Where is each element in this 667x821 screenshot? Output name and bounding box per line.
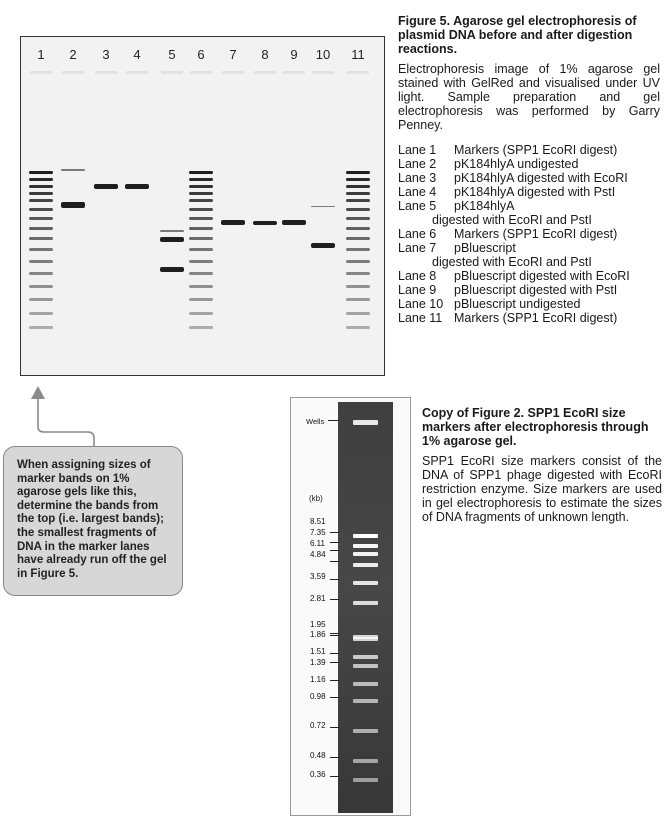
dna-band <box>29 217 53 220</box>
gel-well <box>312 71 334 74</box>
dna-band <box>29 312 53 315</box>
dna-band <box>29 227 53 230</box>
dna-band <box>346 171 370 174</box>
figure5-caption <box>398 14 660 325</box>
lane-legend-row <box>398 143 660 157</box>
dna-band <box>346 185 370 188</box>
figure2-caption <box>422 406 662 524</box>
marker-band <box>353 682 378 686</box>
dna-band <box>253 221 277 225</box>
dna-band <box>346 326 370 329</box>
marker-band <box>353 544 378 548</box>
lane-description: pK184hlyA digested with EcoRI <box>454 171 628 185</box>
hint-note-text: When assigning sizes of marker bands on 1% agarose gels like this, determine the bands from the top (i.e. largest bands); the smallest fragments of DNA in the marker lanes have already run off the gel in Figure 5. <box>17 459 167 580</box>
lane-legend-row <box>398 283 660 297</box>
lane-label: Lane 11 <box>398 311 443 325</box>
marker-size-label: 2.81 <box>310 594 326 603</box>
gel-image-figure2 <box>290 397 411 816</box>
lane-number-4: 4 <box>133 47 141 62</box>
marker-size-label: 1.95 <box>310 620 326 629</box>
lane-number-5: 5 <box>168 47 176 62</box>
lane-legend-row <box>398 269 660 283</box>
marker-tick <box>330 633 339 634</box>
dna-band <box>29 260 53 263</box>
lane-label: Lane 2 <box>398 157 437 171</box>
dna-band <box>189 208 213 211</box>
lane-description: Markers (SPP1 EcoRI digest) <box>454 311 618 325</box>
dna-band <box>221 220 245 225</box>
marker-size-label: 0.98 <box>310 692 326 701</box>
gel-well <box>161 71 183 74</box>
marker-band <box>353 655 378 659</box>
dna-band <box>189 178 213 181</box>
gel-well <box>283 71 305 74</box>
lane-number-1: 1 <box>37 47 45 62</box>
lane-legend <box>398 143 660 325</box>
marker-size-label: 8.51 <box>310 517 326 526</box>
dna-band <box>346 285 370 288</box>
dna-band <box>346 260 370 263</box>
dna-band <box>29 298 53 301</box>
dna-band <box>61 202 85 208</box>
lane-number-11: 11 <box>351 47 365 62</box>
dna-band <box>160 230 184 232</box>
dna-band <box>160 237 184 242</box>
marker-band <box>353 664 378 668</box>
marker-size-label: 1.39 <box>310 658 326 667</box>
lane-label: Lane 7 <box>398 241 437 255</box>
marker-size-label: 1.51 <box>310 647 326 656</box>
lane-number-6: 6 <box>197 47 205 62</box>
lane-legend-row <box>398 297 660 311</box>
lane-legend-row <box>398 311 660 325</box>
gel-well <box>30 71 52 74</box>
lane-label: Lane 6 <box>398 227 437 241</box>
marker-band <box>353 563 378 567</box>
marker-tick <box>330 579 339 580</box>
dna-band <box>189 312 213 315</box>
dna-band <box>29 285 53 288</box>
lane-label: Lane 8 <box>398 269 437 283</box>
dna-band <box>189 326 213 329</box>
marker-band <box>353 759 378 763</box>
lane-description: pBluescript digested with EcoRI <box>454 269 630 283</box>
gel-well <box>254 71 276 74</box>
hint-note <box>3 446 183 596</box>
lane-legend-row <box>398 241 660 255</box>
marker-size-label: 7.35 <box>310 528 326 537</box>
wells-label: Wells <box>306 417 325 426</box>
lane-number-8: 8 <box>261 47 269 62</box>
dna-band <box>346 227 370 230</box>
figure2-description: SPP1 EcoRI size markers consist of the DNA of SPP1 phage digested with EcoRI restriction enzyme. Size markers are used in gel electrophoresis to estimate the sizes of DNA fragments of unknown length. <box>422 454 662 524</box>
lane-number-10: 10 <box>315 47 331 62</box>
dna-band <box>189 171 213 174</box>
marker-size-label: 4.84 <box>310 550 326 559</box>
lane-label: Lane 1 <box>398 143 437 157</box>
dna-band <box>311 206 335 207</box>
well-band <box>353 420 378 425</box>
marker-size-label: 0.36 <box>310 770 326 779</box>
dna-band <box>346 237 370 240</box>
dna-band <box>29 237 53 240</box>
marker-tick <box>330 653 339 654</box>
dna-band <box>29 192 53 195</box>
marker-size-label: 1.86 <box>310 630 326 639</box>
marker-tick <box>330 635 339 636</box>
dna-band <box>189 260 213 263</box>
dna-band <box>346 192 370 195</box>
dna-band <box>29 185 53 188</box>
dna-band <box>29 171 53 174</box>
dna-band <box>94 184 118 189</box>
dna-band <box>189 199 213 202</box>
lane-description: pK184hlyA undigested <box>454 157 579 171</box>
dna-band <box>346 248 370 251</box>
figure2-title: Copy of Figure 2. SPP1 EcoRI size markers after electrophoresis through 1% agarose gel. <box>422 406 649 448</box>
lane-description-continued: digested with EcoRI and PstI <box>432 255 592 269</box>
dna-band <box>61 169 85 171</box>
marker-tick <box>330 550 339 551</box>
dna-band <box>29 208 53 211</box>
figure5-title: Figure 5. Agarose gel electrophoresis of plasmid DNA before and after digestion reactions. <box>398 14 637 56</box>
lane-number-7: 7 <box>229 47 237 62</box>
marker-tick <box>330 561 339 562</box>
marker-band <box>353 699 378 703</box>
gel-well <box>126 71 148 74</box>
marker-tick <box>330 542 339 543</box>
figure5-description: Electrophoresis image of 1% agarose gel stained with GelRed and visualised under UV light. Sample preparation and gel electrophoresis was performed by Garry Penney. <box>398 62 660 132</box>
dna-band <box>189 217 213 220</box>
gel-image-figure5 <box>20 36 385 376</box>
marker-tick <box>330 727 339 728</box>
lane-description: pK184hlyA digested with PstI <box>454 185 616 199</box>
marker-size-label: 0.72 <box>310 721 326 730</box>
dna-band <box>189 285 213 288</box>
lane-legend-row <box>398 157 660 171</box>
gel-well <box>62 71 84 74</box>
lane-number-3: 3 <box>102 47 110 62</box>
dna-band <box>29 272 53 275</box>
lane-legend-row <box>398 171 660 185</box>
kb-unit-label: (kb) <box>309 494 323 503</box>
lane-label: Lane 3 <box>398 171 437 185</box>
dna-band <box>346 178 370 181</box>
marker-tick <box>330 599 339 600</box>
marker-tick <box>330 776 339 777</box>
lane-label: Lane 5 <box>398 199 437 213</box>
marker-size-label: 0.48 <box>310 751 326 760</box>
marker-tick <box>330 680 339 681</box>
gel-well <box>95 71 117 74</box>
dna-band <box>29 178 53 181</box>
lane-legend-row <box>398 199 660 213</box>
marker-size-label: 3.59 <box>310 572 326 581</box>
dna-band <box>189 192 213 195</box>
dna-band <box>29 326 53 329</box>
marker-band <box>353 601 378 605</box>
dna-band <box>346 298 370 301</box>
dna-band <box>282 220 306 225</box>
dna-band <box>346 199 370 202</box>
dna-band <box>311 243 335 248</box>
lane-description: pBluescript digested with PstI <box>454 283 618 297</box>
marker-size-label: 1.16 <box>310 675 326 684</box>
lane-description: Markers (SPP1 EcoRI digest) <box>454 227 618 241</box>
marker-gel-lane <box>338 402 393 813</box>
gel-well <box>222 71 244 74</box>
lane-legend-row <box>398 185 660 199</box>
marker-band <box>353 581 378 585</box>
marker-size-label: 6.11 <box>310 539 325 548</box>
dna-band <box>346 217 370 220</box>
dna-band <box>189 237 213 240</box>
marker-tick <box>330 757 339 758</box>
lane-description: Markers (SPP1 EcoRI digest) <box>454 143 618 157</box>
marker-band <box>353 534 378 538</box>
marker-tick <box>330 532 339 533</box>
lane-description: pBluescript <box>454 241 516 255</box>
marker-band <box>353 729 378 733</box>
dna-band <box>189 298 213 301</box>
marker-tick <box>330 662 339 663</box>
marker-band <box>353 778 378 782</box>
lane-label: Lane 10 <box>398 297 444 311</box>
lane-number-2: 2 <box>69 47 77 62</box>
dna-band <box>346 208 370 211</box>
lane-description: pBluescript undigested <box>454 297 581 311</box>
dna-band <box>29 248 53 251</box>
gel-well <box>190 71 212 74</box>
lane-description-continued: digested with EcoRI and PstI <box>432 213 592 227</box>
lane-label: Lane 4 <box>398 185 437 199</box>
dna-band <box>346 312 370 315</box>
dna-band <box>189 248 213 251</box>
lane-description: pK184hlyA <box>454 199 515 213</box>
marker-tick <box>330 697 339 698</box>
lane-legend-row <box>398 227 660 241</box>
dna-band <box>29 199 53 202</box>
dna-band <box>125 184 149 189</box>
dna-band <box>189 227 213 230</box>
dna-band <box>189 185 213 188</box>
marker-band <box>353 637 378 641</box>
marker-band <box>353 552 378 556</box>
lane-label: Lane 9 <box>398 283 437 297</box>
dna-band <box>160 267 184 272</box>
wells-tick <box>328 420 338 421</box>
dna-band <box>346 272 370 275</box>
gel-well <box>347 71 369 74</box>
lane-number-9: 9 <box>290 47 298 62</box>
dna-band <box>189 272 213 275</box>
